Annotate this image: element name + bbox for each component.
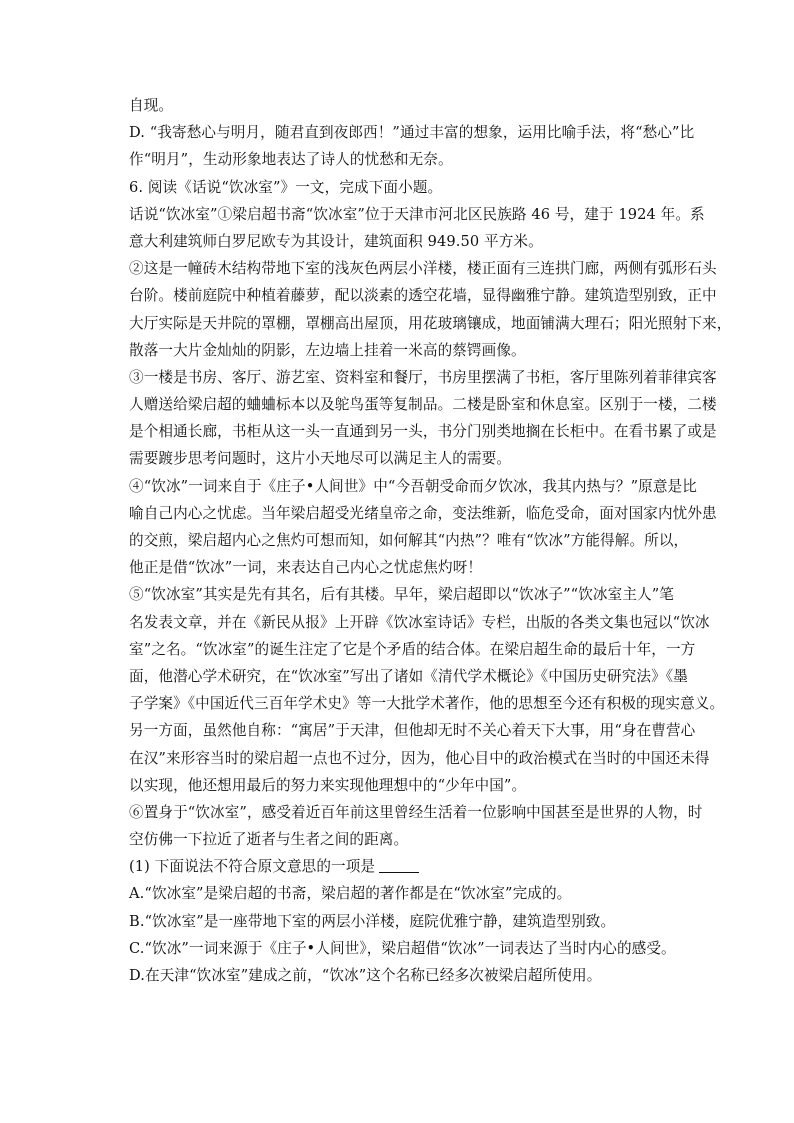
- text-line: 以实现，他还想用最后的努力来实现他理想中的“少年中国”。: [129, 776, 527, 794]
- text-line: 名发表文章，并在《新民从报》上开辟《饮冰室诗话》专栏，出版的各类文集也冠以“饮冰: [129, 613, 710, 631]
- option-d: D.在天津“饮冰室”建成之前，“饮冰”这个名称已经多次被梁启超所使用。: [129, 967, 602, 984]
- option-c: C.“饮冰”一词来源于《庄子•人间世》，梁启超借“饮冰”一词表达了当时内心的感受。: [129, 939, 676, 957]
- text-line: ②这是一幢砖木结构带地下室的浅灰色两层小洋楼，楼正面有三连拱门廊，两侧有弧形石头: [129, 260, 717, 278]
- text-line: 意大利建筑师白罗尼欧专为其设计，建筑面积 949.50 平方米。: [129, 232, 543, 250]
- text-line: 人赠送给梁启超的蛐蛐标本以及鸵鸟蛋等复制品。二楼是卧室和休息室。区别于一楼，二楼: [129, 396, 717, 414]
- text-line: 喻自己内心之忧虑。当年梁启超受光绪皇帝之命，变法维新，临危受命，面对国家内忧外患: [129, 504, 717, 522]
- text-line: 散落一大片金灿灿的阴影，左边墙上挂着一米高的蔡锷画像。: [129, 341, 526, 359]
- text-line: 大厅实际是天井院的罩棚，罩棚高出屋顶，用花玻璃镶成，地面铺满大理石；阳光照射下来，: [129, 314, 732, 332]
- text-line: 话说“饮冰室”①梁启超书斋“饮冰室”位于天津市河北区民族路 46 号，建于 1924 年。系: [129, 205, 705, 223]
- answer-blank: [379, 858, 419, 873]
- sub-question-1-text: (1) 下面说法不符合原文意思的一项是: [129, 858, 376, 876]
- text-line: 需要踱步思考问题时，这片小天地尽可以满足主人的需要。: [129, 450, 512, 468]
- text-line: 他正是借“饮冰”一词，来表达自己内心之忧虑焦灼呀！: [129, 559, 483, 577]
- option-d-line-2: 作“明月”，生动形象地表达了诗人的忧愁和无奈。: [129, 151, 453, 169]
- text-line: ⑤“饮冰室”其实是先有其名，后有其楼。早年，梁启超即以“饮冰子”“饮冰室主人”笔: [129, 586, 674, 604]
- sub-question-1: [129, 853, 701, 880]
- question-6-heading: 6. 阅读《话说“饮冰室”》一文，完成下面小题。: [129, 178, 443, 196]
- option-d-line-1: D. “我寄愁心与明月，随君直到夜郎西！”通过丰富的想象，运用比喻手法，将“愁心”比: [129, 124, 695, 142]
- option-a: A.“饮冰室”是梁启超的书斋，梁启超的著作都是在“饮冰室”完成的。: [129, 885, 572, 903]
- text-line: 室”之名。“饮冰室”的诞生注定了它是个矛盾的结合体。在梁启超生命的最后十年，一方: [129, 640, 696, 658]
- text-line: 在汉”来形容当时的梁启超一点也不过分，因为，他心目中的政治模式在当时的中国还未得: [129, 749, 710, 767]
- text-line: 面，他潜心学术研究，在“饮冰室”写出了诸如《清代学术概论》《中国历史研究法》《墨: [129, 667, 688, 685]
- text-line: 是个相通长廊，书柜从这一头一直通到另一头，书分门别类地搁在长柜中。在看书累了或是: [129, 423, 717, 441]
- text-line: 自现。: [129, 97, 174, 114]
- text-line: ⑥置身于“饮冰室”，感受着近百年前这里曾经生活着一位影响中国甚至是世界的人物，时: [129, 803, 703, 821]
- text-line: 台阶。楼前庭院中种植着藤萝，配以淡素的透空花墙，显得幽雅宁静。建筑造型别致，正中: [129, 287, 717, 305]
- text-line: ④“饮冰”一词来自于《庄子•人间世》中“今吾朝受命而夕饮冰，我其内热与？”原意是比: [129, 477, 697, 495]
- text-line: 另一方面，虽然他自称：“寓居”于天津，但他却无时不关心着天下大事，用“身在曹营心: [129, 722, 696, 740]
- document-body: [129, 92, 732, 989]
- option-b: B.“饮冰室”是一座带地下室的两层小洋楼，庭院优雅宁静，建筑造型别致。: [129, 912, 616, 930]
- text-line: 空仿佛一下拉近了逝者与生者之间的距离。: [129, 831, 409, 849]
- text-line: ③一楼是书房、客厅、游艺室、资料室和餐厅，书房里摆满了书柜，客厅里陈列着菲律宾客: [129, 368, 717, 386]
- text-line: 的交煎，梁启超内心之焦灼可想而知，如何解其“内热”？唯有“饮冰”方能得解。所以，: [129, 532, 689, 549]
- text-line: 子学案》《中国近代三百年学术史》等一大批学术著作，他的思想至今还有积极的现实意义。: [129, 695, 725, 713]
